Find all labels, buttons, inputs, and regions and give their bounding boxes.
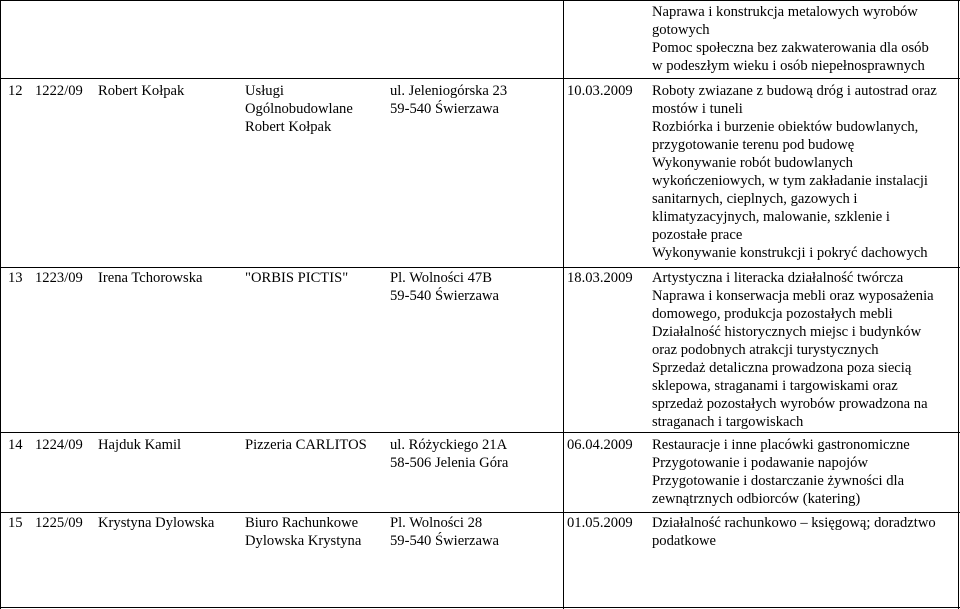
row-number: 14	[8, 437, 23, 453]
company-name: Pizzeria CARLITOS	[245, 437, 367, 453]
address: ul. Jeleniogórska 23 59-540 Świerzawa	[390, 83, 508, 117]
grid-vline	[958, 0, 959, 609]
grid-hline	[0, 78, 960, 79]
registration-date: 06.04.2009	[567, 437, 633, 453]
row-number: 12	[8, 83, 23, 99]
row-number: 15	[8, 515, 23, 531]
top-activity-block	[652, 3, 929, 75]
grid-vline	[0, 0, 1, 609]
address: ul. Różyckiego 21A 58-506 Jelenia Góra	[390, 437, 509, 471]
registration-number: 1224/09	[35, 437, 83, 453]
owner-name: Robert Kołpak	[98, 83, 185, 99]
row-number: 13	[8, 270, 23, 286]
address: Pl. Wolności 28 59-540 Świerzawa	[390, 515, 500, 549]
registration-number: 1223/09	[35, 270, 83, 286]
activity-line: w podeszłym wieku i osób niepełnosprawnych	[652, 58, 925, 74]
company-name: "ORBIS PICTIS"	[245, 270, 349, 286]
grid-hline	[0, 512, 960, 513]
activity-description: Restauracje i inne placówki gastronomiczne Przygotowanie i podawanie napojów Przygotowanie i dostarczanie żywności dla zewnątrznych odbiorców (katering)	[652, 437, 910, 507]
registration-date: 10.03.2009	[567, 83, 633, 99]
activity-line: gotowych	[652, 22, 710, 38]
registration-number: 1222/09	[35, 83, 83, 99]
grid-vline	[563, 0, 564, 609]
activity-description: Artystyczna i literacka działalność twórcza Naprawa i konserwacja mebli oraz wyposażenia domowego, produkcja pozostałych mebli Działalność historycznych miejsc i budynków oraz podobnych atrakcji turystycznych Sprzedaż detaliczna prowadzona poza siecią sklepowa, straganami i targowiskami oraz sprzedaż pozostałych wyrobów prowadzona na straganach i targowiskach	[652, 270, 934, 430]
registration-date: 01.05.2009	[567, 515, 633, 531]
activity-description: Działalność rachunkowo – księgową; doradztwo podatkowe	[652, 515, 936, 549]
activity-description: Roboty zwiazane z budową dróg i autostrad oraz mostów i tuneli Rozbiórka i burzenie obiektów budowlanych, przygotowanie terenu pod budowę Wykonywanie robót budowlanych wykończeniowych, w tym zakładanie instalacji sanitarnych, cieplnych, gazowych i klimatyzacyjnych, malowanie, szklenie i pozostałe prace Wykonywanie konstrukcji i pokryć dachowych	[652, 83, 937, 261]
activity-line: Naprawa i konstrukcja metalowych wyrobów	[652, 4, 918, 20]
owner-name: Hajduk Kamil	[98, 437, 182, 453]
owner-name: Krystyna Dylowska	[98, 515, 215, 531]
grid-hline	[0, 267, 960, 268]
activity-line: Pomoc społeczna bez zakwaterowania dla osób	[652, 40, 929, 56]
grid-hline	[0, 0, 960, 1]
grid-hline	[0, 607, 960, 608]
registration-number: 1225/09	[35, 515, 83, 531]
grid-hline	[0, 432, 960, 433]
owner-name: Irena Tchorowska	[98, 270, 203, 286]
address: Pl. Wolności 47B 59-540 Świerzawa	[390, 270, 500, 304]
company-name: Usługi Ogólnobudowlane Robert Kołpak	[245, 83, 353, 135]
company-name: Biuro Rachunkowe Dylowska Krystyna	[245, 515, 362, 549]
registration-date: 18.03.2009	[567, 270, 633, 286]
